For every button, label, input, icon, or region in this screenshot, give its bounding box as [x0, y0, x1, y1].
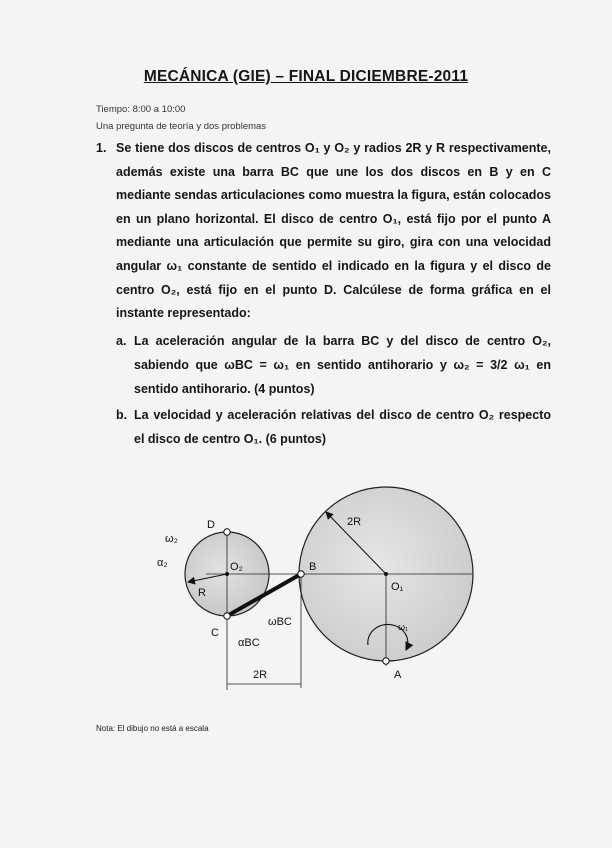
label-c: C: [211, 627, 219, 639]
joint-b: [298, 571, 304, 577]
item-text: La aceleración angular de la barra BC y del disco de centro O₂, sabiendo que ωBC = ω₁ en sentido antihorario y ω₂ = 3/2 ω₁ en sentido antihorario. (4 puntos): [134, 334, 551, 396]
footer-note: Nota: El dibujo no está a escala: [96, 724, 209, 733]
label-2r-dimension: 2R: [253, 669, 268, 681]
label-r: R: [198, 587, 206, 599]
center-o2-point: [225, 572, 229, 576]
question-number: 1.: [96, 141, 107, 155]
label-a: A: [394, 669, 402, 681]
joint-d: [224, 529, 230, 535]
joint-c: [224, 613, 230, 619]
item-text: La velocidad y aceleración relativas del disco de centro O₂ respecto el disco de centro O₁. (6 puntos): [134, 408, 551, 446]
question-text: Se tiene dos discos de centros O₁ y O₂ y radios 2R y R respectivamente, además existe una barra BC que une los dos discos en B y en C mediante sendas articulaciones como muestra la figura, están colocados en un plano horizontal. El disco de centro O₁, está fijo por el punto A mediante una articulación que permite su giro, gira con una velocidad angular ω₁ constante de sentido el indicado en la figura y el disco de centro O₂, está fijo en el punto D. Calcúlese de forma gráfica en el instante representado:: [116, 141, 551, 321]
label-d: D: [207, 519, 215, 531]
item-letter: a.: [116, 334, 127, 348]
exam-time: Tiempo: 8:00 a 10:00: [96, 104, 186, 115]
label-omega-bc: ωBC: [268, 616, 292, 628]
center-o1-point: [384, 572, 388, 576]
page-title: MECÁNICA (GIE) – FINAL DICIEMBRE-2011: [143, 68, 469, 85]
label-alpha-bc: αBC: [238, 637, 260, 649]
label-2r-radius: 2R: [347, 516, 362, 528]
item-letter: b.: [116, 408, 128, 422]
label-alpha2: α₂: [157, 557, 168, 569]
label-o2: O₂: [230, 561, 243, 573]
label-b: B: [309, 561, 317, 573]
label-omega2: ω₂: [165, 533, 178, 545]
label-omega1: ω₁: [398, 622, 409, 632]
label-o1: O₁: [391, 581, 404, 593]
exam-format: Una pregunta de teoría y dos problemas: [96, 121, 267, 132]
joint-a: [383, 658, 389, 664]
